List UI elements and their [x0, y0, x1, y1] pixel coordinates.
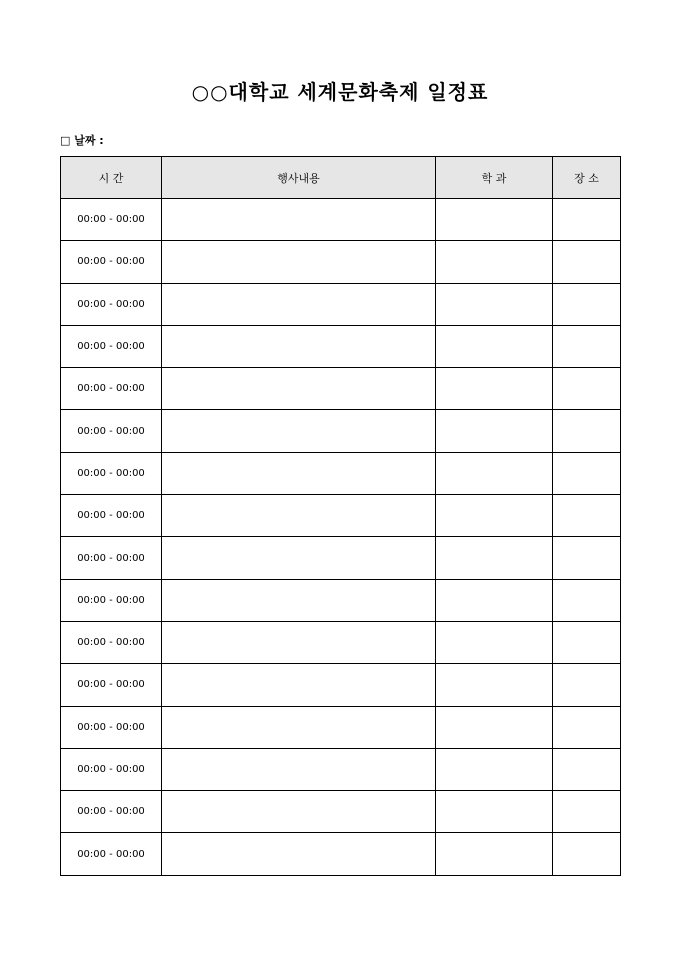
place-cell — [553, 199, 621, 241]
table-row — [61, 241, 621, 283]
table-row — [61, 325, 621, 367]
table-row — [61, 410, 621, 452]
event-cell — [162, 325, 436, 367]
place-cell — [553, 579, 621, 621]
place-cell — [553, 368, 621, 410]
date-label: □ 날짜 : — [60, 134, 104, 147]
time-cell: 00:00 - 00:00 — [61, 621, 162, 663]
place-cell — [553, 241, 621, 283]
table-row — [61, 495, 621, 537]
event-cell — [162, 537, 436, 579]
table-row — [61, 199, 621, 241]
event-cell — [162, 495, 436, 537]
table-row — [61, 579, 621, 621]
table-row — [61, 748, 621, 790]
department-cell — [436, 664, 553, 706]
event-cell — [162, 283, 436, 325]
schedule-table-header — [61, 157, 621, 199]
time-cell: 00:00 - 00:00 — [61, 706, 162, 748]
time-cell: 00:00 - 00:00 — [61, 495, 162, 537]
header-event: 행사내용 — [162, 157, 436, 199]
table-row — [61, 833, 621, 875]
time-cell: 00:00 - 00:00 — [61, 410, 162, 452]
department-cell — [436, 706, 553, 748]
place-cell — [553, 283, 621, 325]
department-cell — [436, 283, 553, 325]
event-cell — [162, 664, 436, 706]
department-cell — [436, 241, 553, 283]
time-cell: 00:00 - 00:00 — [61, 283, 162, 325]
place-cell — [553, 791, 621, 833]
header-place: 장 소 — [553, 157, 621, 199]
event-cell — [162, 410, 436, 452]
event-cell — [162, 791, 436, 833]
department-cell — [436, 748, 553, 790]
event-cell — [162, 706, 436, 748]
department-cell — [436, 495, 553, 537]
department-cell — [436, 325, 553, 367]
time-cell: 00:00 - 00:00 — [61, 664, 162, 706]
table-row — [61, 452, 621, 494]
event-cell — [162, 621, 436, 663]
department-cell — [436, 410, 553, 452]
header-time: 시 간 — [61, 157, 162, 199]
table-row — [61, 537, 621, 579]
table-row — [61, 283, 621, 325]
event-cell — [162, 452, 436, 494]
department-cell — [436, 579, 553, 621]
event-cell — [162, 833, 436, 875]
time-cell: 00:00 - 00:00 — [61, 748, 162, 790]
event-cell — [162, 748, 436, 790]
department-cell — [436, 791, 553, 833]
table-row — [61, 621, 621, 663]
table-row — [61, 664, 621, 706]
place-cell — [553, 748, 621, 790]
place-cell — [553, 495, 621, 537]
time-cell: 00:00 - 00:00 — [61, 791, 162, 833]
table-row — [61, 791, 621, 833]
time-cell: 00:00 - 00:00 — [61, 368, 162, 410]
place-cell — [553, 452, 621, 494]
time-cell: 00:00 - 00:00 — [61, 325, 162, 367]
department-cell — [436, 537, 553, 579]
department-cell — [436, 452, 553, 494]
place-cell — [553, 325, 621, 367]
event-cell — [162, 579, 436, 621]
time-cell: 00:00 - 00:00 — [61, 579, 162, 621]
place-cell — [553, 621, 621, 663]
table-row — [61, 368, 621, 410]
event-cell — [162, 241, 436, 283]
department-cell — [436, 621, 553, 663]
place-cell — [553, 833, 621, 875]
header-row — [61, 157, 621, 199]
event-cell — [162, 368, 436, 410]
place-cell — [553, 410, 621, 452]
time-cell: 00:00 - 00:00 — [61, 199, 162, 241]
document-title: ○○대학교 세계문화축제 일정표 — [191, 80, 489, 104]
time-cell: 00:00 - 00:00 — [61, 833, 162, 875]
department-cell — [436, 368, 553, 410]
table-row — [61, 706, 621, 748]
time-cell: 00:00 - 00:00 — [61, 452, 162, 494]
department-cell — [436, 833, 553, 875]
schedule-table-body — [61, 199, 621, 876]
header-department: 학 과 — [436, 157, 553, 199]
place-cell — [553, 664, 621, 706]
department-cell — [436, 199, 553, 241]
place-cell — [553, 537, 621, 579]
time-cell: 00:00 - 00:00 — [61, 241, 162, 283]
event-cell — [162, 199, 436, 241]
schedule-table — [60, 156, 621, 876]
place-cell — [553, 706, 621, 748]
time-cell: 00:00 - 00:00 — [61, 537, 162, 579]
